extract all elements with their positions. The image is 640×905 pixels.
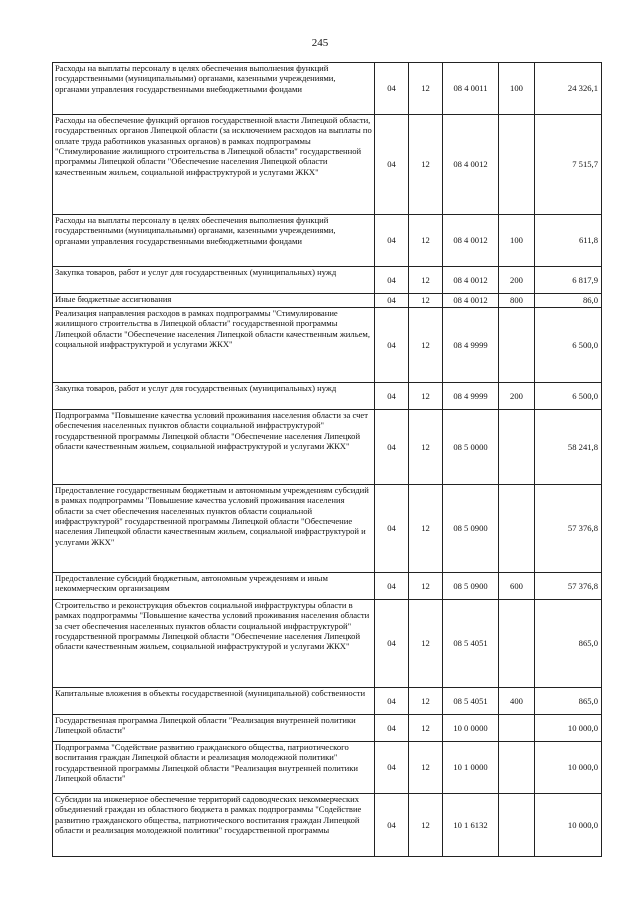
row-code-gr: 04 <box>375 294 409 308</box>
row-code-gr: 04 <box>375 63 409 115</box>
row-description: Строительство и реконструкция объектов социальной инфраструктуры области в рамках подпрограммы "Повышение качества условий проживания населения области за счет обеспечения населенных пунктов области социальной инфраструктурой" государственной программы Липецкой области "Обеспечение населения Липецкой области качественным жильем, социальной инфраструктурой и услугами ЖКХ" <box>53 600 375 688</box>
row-amount: 57 376,8 <box>535 573 602 600</box>
row-code-rz: 12 <box>409 600 443 688</box>
row-expense-type: 400 <box>499 688 535 715</box>
row-expense-type <box>499 485 535 573</box>
row-expense-type <box>499 794 535 857</box>
row-code-rz: 12 <box>409 794 443 857</box>
row-target-article: 08 5 0900 <box>443 573 499 600</box>
row-target-article: 08 4 9999 <box>443 308 499 383</box>
row-expense-type: 600 <box>499 573 535 600</box>
table-row <box>53 688 602 715</box>
row-expense-type: 800 <box>499 294 535 308</box>
row-code-gr: 04 <box>375 267 409 294</box>
row-code-gr: 04 <box>375 410 409 485</box>
row-target-article: 08 4 0011 <box>443 63 499 115</box>
row-code-rz: 12 <box>409 742 443 794</box>
row-code-gr: 04 <box>375 573 409 600</box>
row-expense-type: 100 <box>499 215 535 267</box>
row-target-article: 10 1 0000 <box>443 742 499 794</box>
row-amount: 10 000,0 <box>535 742 602 794</box>
row-description: Подпрограмма "Повышение качества условий проживания населения области за счет обеспечения населенных пунктов области социальной инфраструктурой" государственной программы Липецкой области "Обеспечение населения Липецкой области качественным жильем, социальной инфраструктурой и услугами ЖКХ" <box>53 410 375 485</box>
row-target-article: 08 4 0012 <box>443 294 499 308</box>
row-amount: 611,8 <box>535 215 602 267</box>
row-target-article: 08 5 0000 <box>443 410 499 485</box>
row-code-rz: 12 <box>409 267 443 294</box>
row-expense-type <box>499 308 535 383</box>
row-description: Расходы на выплаты персоналу в целях обеспечения выполнения функций государственными (муниципальными) органами, казенными учреждениями, органами управления государственными внебюджетными фондами <box>53 215 375 267</box>
row-code-gr: 04 <box>375 485 409 573</box>
table-row <box>53 410 602 485</box>
table-row <box>53 308 602 383</box>
row-target-article: 08 4 0012 <box>443 115 499 215</box>
row-description: Реализация направления расходов в рамках подпрограммы "Стимулирование жилищного строительства в Липецкой области" государственной программы Липецкой области "Обеспечение населения Липецкой области качественным жильем, социальной инфраструктурой и услугами ЖКХ" <box>53 308 375 383</box>
budget-table <box>52 62 602 857</box>
row-description: Расходы на обеспечение функций органов государственной власти Липецкой области, государственных органов Липецкой области (за исключением расходов на выплаты по оплате труда работников указанных органов) в рамках подпрограммы "Стимулирование жилищного строительства в Липецкой области" государственной программы Липецкой области "Обеспечение населения Липецкой области качественным жильем, социальной инфраструктурой и услугами ЖКХ" <box>53 115 375 215</box>
row-code-gr: 04 <box>375 742 409 794</box>
table-row <box>53 794 602 857</box>
table-row <box>53 715 602 742</box>
row-code-rz: 12 <box>409 573 443 600</box>
row-code-gr: 04 <box>375 600 409 688</box>
row-target-article: 08 5 4051 <box>443 600 499 688</box>
table-row <box>53 115 602 215</box>
row-description: Капитальные вложения в объекты государственной (муниципальной) собственности <box>53 688 375 715</box>
row-code-rz: 12 <box>409 715 443 742</box>
row-amount: 7 515,7 <box>535 115 602 215</box>
row-description: Государственная программа Липецкой области "Реализация внутренней политики Липецкой области" <box>53 715 375 742</box>
row-code-gr: 04 <box>375 215 409 267</box>
row-code-rz: 12 <box>409 485 443 573</box>
table-row <box>53 742 602 794</box>
row-description: Иные бюджетные ассигнования <box>53 294 375 308</box>
row-code-rz: 12 <box>409 215 443 267</box>
budget-table-body <box>53 63 602 857</box>
row-description: Расходы на выплаты персоналу в целях обеспечения выполнения функций государственными (муниципальными) органами, казенными учреждениями, органами управления государственными внебюджетными фондами <box>53 63 375 115</box>
row-target-article: 08 5 4051 <box>443 688 499 715</box>
row-amount: 10 000,0 <box>535 715 602 742</box>
row-code-gr: 04 <box>375 115 409 215</box>
row-expense-type: 100 <box>499 63 535 115</box>
table-row <box>53 485 602 573</box>
row-code-gr: 04 <box>375 688 409 715</box>
row-expense-type <box>499 410 535 485</box>
row-description: Предоставление государственным бюджетным и автономным учреждениям субсидий в рамках подпрограммы "Повышение качества условий проживания населения области за счет обеспечения населенных пунктов области социальной инфраструктурой" государственной программы Липецкой области "Обеспечение населения Липецкой области качественным жильем, социальной инфраструктурой и услугами ЖКХ" <box>53 485 375 573</box>
row-code-rz: 12 <box>409 308 443 383</box>
table-row <box>53 383 602 410</box>
row-code-rz: 12 <box>409 63 443 115</box>
table-row <box>53 294 602 308</box>
row-code-rz: 12 <box>409 294 443 308</box>
row-description: Предоставление субсидий бюджетным, автономным учреждениям и иным некоммерческим организациям <box>53 573 375 600</box>
row-target-article: 08 4 0012 <box>443 215 499 267</box>
row-amount: 57 376,8 <box>535 485 602 573</box>
row-amount: 6 817,9 <box>535 267 602 294</box>
row-amount: 865,0 <box>535 688 602 715</box>
row-target-article: 08 5 0900 <box>443 485 499 573</box>
row-target-article: 10 1 6132 <box>443 794 499 857</box>
row-description: Субсидии на инженерное обеспечение территорий садоводческих некоммерческих объединений граждан из областного бюджета в рамках подпрограммы "Содействие развитию гражданского общества, патриотического воспитания граждан Липецкой области и реализация молодежной политики" государственной программы <box>53 794 375 857</box>
row-amount: 6 500,0 <box>535 383 602 410</box>
row-code-rz: 12 <box>409 688 443 715</box>
row-description: Закупка товаров, работ и услуг для государственных (муниципальных) нужд <box>53 383 375 410</box>
table-row <box>53 215 602 267</box>
row-code-rz: 12 <box>409 383 443 410</box>
table-row <box>53 573 602 600</box>
row-expense-type: 200 <box>499 383 535 410</box>
table-row <box>53 600 602 688</box>
table-row <box>53 63 602 115</box>
row-target-article: 08 4 9999 <box>443 383 499 410</box>
row-expense-type <box>499 115 535 215</box>
row-code-gr: 04 <box>375 383 409 410</box>
row-expense-type <box>499 715 535 742</box>
row-expense-type <box>499 742 535 794</box>
row-code-gr: 04 <box>375 715 409 742</box>
row-expense-type: 200 <box>499 267 535 294</box>
page-number: 245 <box>311 37 329 49</box>
row-target-article: 08 4 0012 <box>443 267 499 294</box>
row-code-rz: 12 <box>409 410 443 485</box>
table-row <box>53 267 602 294</box>
row-amount: 865,0 <box>535 600 602 688</box>
row-amount: 24 326,1 <box>535 63 602 115</box>
row-code-gr: 04 <box>375 794 409 857</box>
row-amount: 10 000,0 <box>535 794 602 857</box>
row-description: Закупка товаров, работ и услуг для государственных (муниципальных) нужд <box>53 267 375 294</box>
row-amount: 58 241,8 <box>535 410 602 485</box>
row-amount: 86,0 <box>535 294 602 308</box>
row-code-rz: 12 <box>409 115 443 215</box>
row-amount: 6 500,0 <box>535 308 602 383</box>
row-description: Подпрограмма "Содействие развитию гражданского общества, патриотического воспитания граждан Липецкой области и реализация молодежной политики" государственной программы Липецкой области "Реализация внутренней политики Липецкой области" <box>53 742 375 794</box>
row-code-gr: 04 <box>375 308 409 383</box>
row-expense-type <box>499 600 535 688</box>
row-target-article: 10 0 0000 <box>443 715 499 742</box>
